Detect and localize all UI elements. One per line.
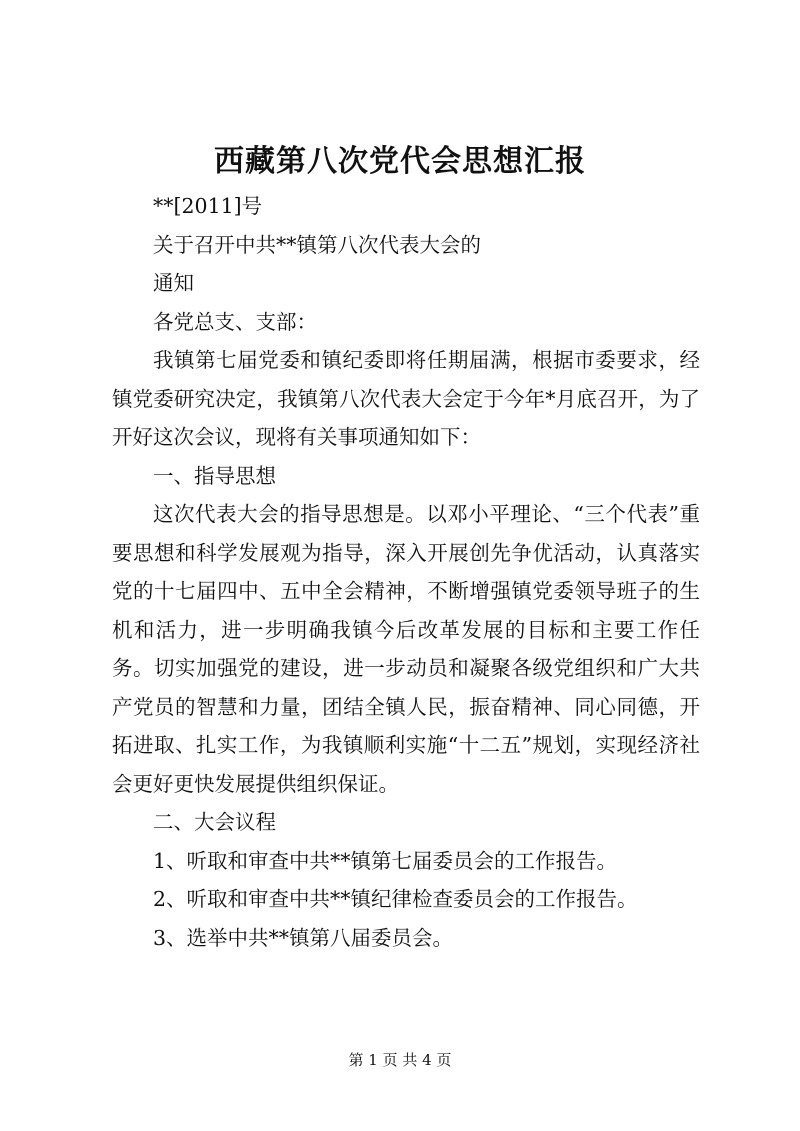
section-heading: 一、指导思想 — [153, 463, 276, 488]
page-footer: 第 1 页 共 4 页 — [348, 1051, 452, 1069]
list-item: 3、选举中共**镇第八届委员会。 — [153, 925, 454, 950]
document-title: 西藏第八次党代会思想汇报 — [214, 144, 586, 179]
notice-heading: 关于召开中共**镇第八次代表大会的 — [153, 232, 481, 257]
body-paragraph: 我镇第七届党委和镇纪委即将任期届满，根据市委要求，经镇党委研究决定，我镇第八次代表大会定于今年*月底召开，为了开好这次会议，现将有关事项通知如下： — [112, 348, 700, 449]
notice-heading-cont: 通知 — [153, 271, 194, 295]
body-paragraph: 这次代表大会的指导思想是。以邓小平理论、“三个代表”重要思想和科学发展观为指导，深入开展创先争优活动，认真落实党的十七届四中、五中全会精神，不断增强镇党委领导班子的生机和活力，进一步明确我镇今后改革发展的目标和主要工作任务。切实加强党的建设，进一步动员和凝聚各级党组织和广大共产党员的智慧和力量，团结全镇人民，振奋精神、同心同德，开拓进取、扎实工作，为我镇顺利实施“十二五”规划，实现经济社会更好更快发展提供组织保证。 — [112, 502, 700, 796]
list-item: 1、听取和审查中共**镇第七届委员会的工作报告。 — [153, 848, 618, 873]
list-item: 2、听取和审查中共**镇纪律检查委员会的工作报告。 — [153, 887, 638, 911]
document-body — [112, 187, 700, 957]
salutation: 各党总支、支部： — [153, 309, 317, 334]
doc-number: **[2011]号 — [153, 194, 263, 218]
section-heading: 二、大会议程 — [153, 810, 276, 834]
